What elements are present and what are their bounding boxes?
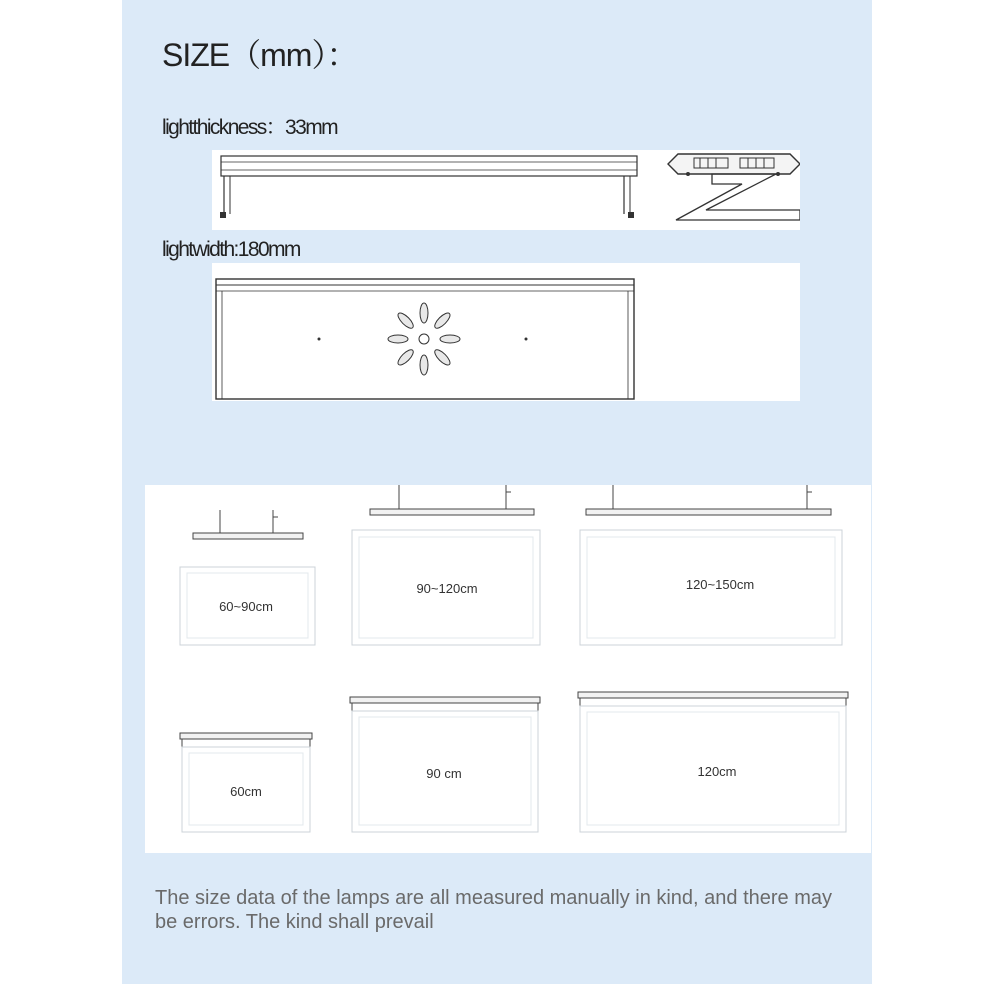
- lamp-top-view-drawing: [212, 263, 800, 401]
- tank-illustrations: [145, 485, 871, 853]
- tank-120-mounted: [578, 692, 848, 832]
- width-label: lightwidth:180mm: [162, 238, 300, 261]
- tank-label: 90~120cm: [416, 581, 478, 596]
- tank-60-mounted: [180, 733, 312, 832]
- tank-label: 90 cm: [426, 766, 462, 781]
- disclaimer-note: The size data of the lamps are all measured manually in kind, and there may be errors. The kind shall prevail: [155, 887, 833, 933]
- tank-90-mounted: [350, 697, 540, 832]
- tank-90-120-hanging: [352, 485, 540, 645]
- tank-label: 60cm: [230, 784, 262, 799]
- lamp-end-view-drawing: [666, 150, 800, 230]
- lamp-side-view-drawing: [212, 150, 666, 230]
- tank-label: 120~150cm: [685, 577, 755, 592]
- tank-120-150-hanging: [580, 485, 842, 645]
- thickness-label: lightthickness：33mm: [162, 116, 338, 139]
- tank-label: 120cm: [697, 764, 737, 779]
- size-heading: SIZE（mm）：: [162, 37, 358, 73]
- tank-label: 60~90cm: [219, 599, 273, 614]
- tank-60-90-hanging: [180, 510, 315, 645]
